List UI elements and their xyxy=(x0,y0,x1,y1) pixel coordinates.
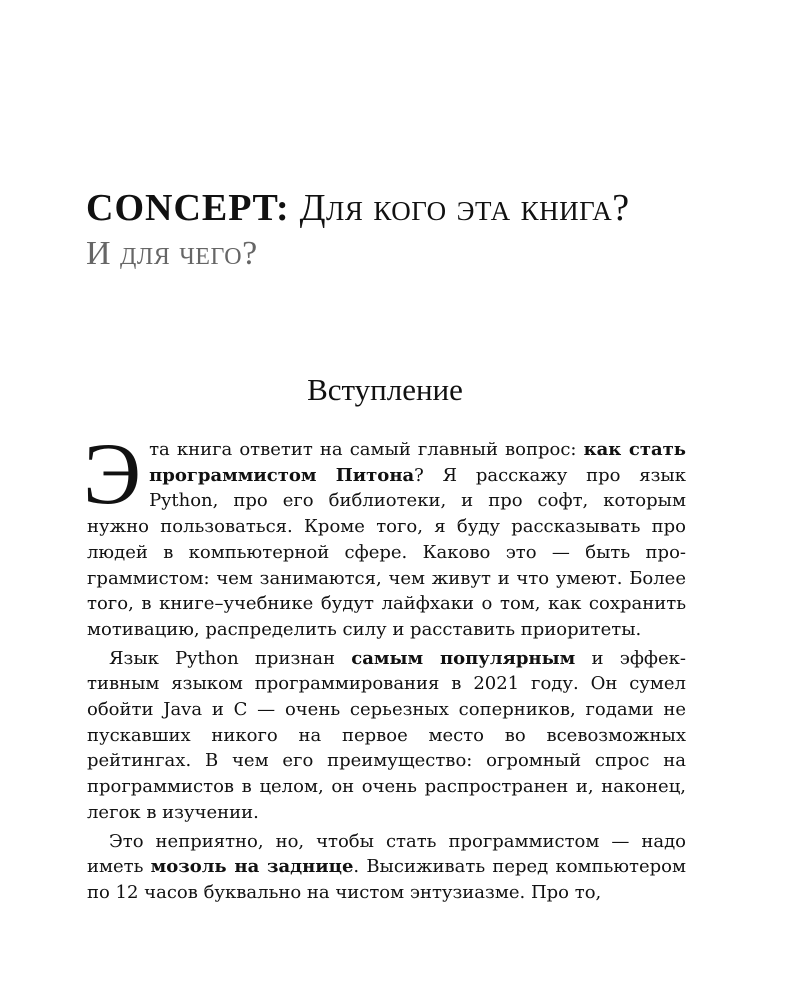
paragraph-2-text-a: Язык Python признан xyxy=(109,647,352,669)
paragraph-1-text-b: ? Я расскажу про язык Python, про его библиотеки, и про софт, которым нужно пользоваться. Кроме того, я буду рассказывать про людей в компьютерной сфере. Каково это — быть программистом: чем занимаются, чем живут и что умеют. Более того, в книге–учебнике будут лайфхаки о том, как сохранить мотивацию, распределить силу и расставить приоритеты. xyxy=(87,464,686,640)
chapter-title: Для кого эта книга? xyxy=(289,187,630,229)
concept-label: CONCEPT: xyxy=(86,187,290,229)
body-text xyxy=(83,426,687,906)
section-title: Вступление xyxy=(307,372,463,407)
paragraph-2 xyxy=(87,646,686,826)
paragraph-3-bold: мозоль на заднице xyxy=(150,856,354,878)
chapter-heading xyxy=(86,184,726,276)
paragraph-1-bold: как стать программистом Питона xyxy=(149,439,687,486)
paragraph-1-text-a: та книга ответит на самый главный вопрос: xyxy=(149,439,584,460)
paragraph-2-text-b: и эффективным языком программирования в 2021 году. Он сумел обойти Java и С — очень серьезных соперников, годами не пускавших никого на первое место во всевозможных рейтингах. В чем его преимущество: огромный спрос на программистов в целом, он очень распространен и, наконец, легок в изучении. xyxy=(87,647,686,823)
paragraph-1 xyxy=(83,426,687,643)
chapter-subtitle: И для чего? xyxy=(86,235,258,272)
paragraph-3-text-b: . Высиживать перед компьютером по 12 часов буквально на чистом энтузиазме. Про то, xyxy=(87,856,686,903)
paragraph-3-text-a: Это неприятно, но, чтобы стать программистом — надо иметь xyxy=(87,830,686,878)
paragraph-3 xyxy=(87,829,686,906)
drop-cap: Э xyxy=(83,426,142,523)
paragraph-2-bold: самым популярным xyxy=(351,647,576,669)
chapter-title-line xyxy=(86,184,726,232)
